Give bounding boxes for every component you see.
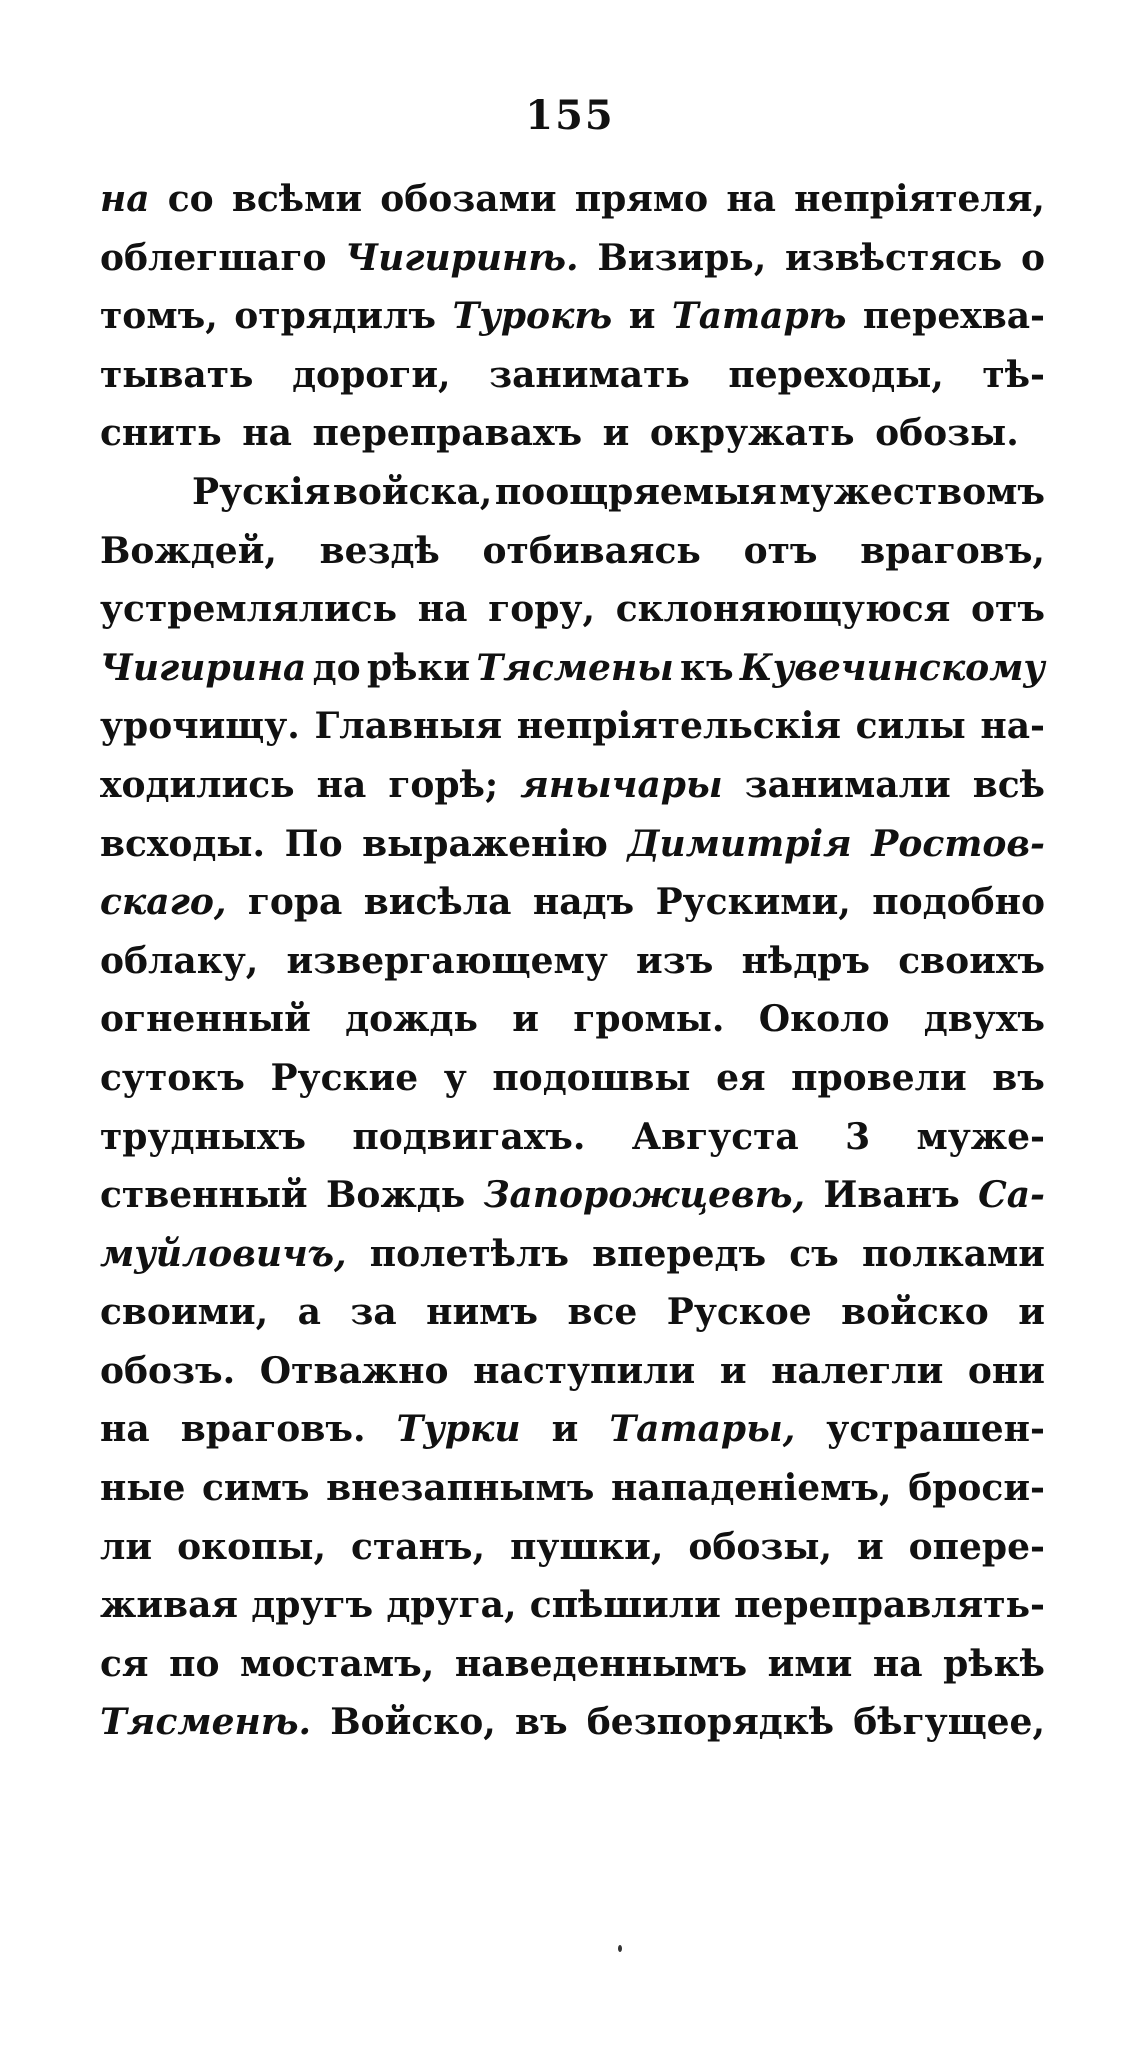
word: скаго, (100, 881, 227, 924)
word: ходились (100, 763, 295, 806)
word: и (856, 1525, 884, 1568)
word: снить (100, 412, 222, 455)
word: ли (100, 1525, 153, 1568)
word: Около (758, 998, 890, 1041)
word: перехва- (862, 295, 1045, 338)
word: тѣ- (982, 353, 1045, 396)
word: спѣшили (529, 1584, 721, 1627)
word: своими, (100, 1291, 269, 1334)
word: на (726, 178, 776, 220)
word: на- (980, 705, 1045, 748)
word: въ (514, 1701, 568, 1744)
word: наступили (473, 1349, 696, 1392)
text-line (100, 1576, 1045, 1635)
word: впередъ (592, 1232, 767, 1275)
word: облегшаго (100, 236, 327, 279)
text-line (100, 1166, 1045, 1225)
word: отрядилъ (234, 295, 437, 338)
word: склоняющуюся (615, 588, 951, 631)
word: окопы, (177, 1525, 327, 1568)
text-line (100, 170, 1045, 229)
word: со (167, 178, 214, 220)
word: и (602, 412, 630, 455)
word: гора (247, 881, 343, 924)
word: и (551, 1408, 579, 1451)
word: и (719, 1349, 747, 1392)
word: нападеніемъ, (610, 1467, 892, 1510)
word: на (242, 412, 292, 455)
word: По (284, 822, 343, 865)
word: на (100, 178, 150, 220)
word: Чигиринѣ. (345, 236, 579, 279)
word: войско (841, 1291, 989, 1334)
word: тывать (100, 353, 254, 396)
word: Вождь (326, 1174, 466, 1217)
word: устремлялись (100, 588, 398, 631)
word: Вождей, (100, 529, 277, 572)
word: внезапнымъ (326, 1467, 595, 1510)
word: всходы. (100, 822, 266, 865)
word: къ (680, 646, 734, 689)
word: въ (992, 1056, 1045, 1099)
word: переходы, (728, 353, 944, 396)
word: нѣдръ (741, 939, 871, 982)
word: мостамъ, (240, 1642, 435, 1685)
word: окружать (649, 412, 855, 455)
word: на (316, 763, 367, 806)
text-line (100, 1225, 1045, 1284)
word: муйловичъ, (100, 1232, 347, 1275)
text-line (100, 990, 1045, 1049)
paper-speck (618, 1945, 622, 1952)
word: томъ, (100, 295, 218, 338)
word: Руcкими, (655, 881, 851, 924)
word: 3 (845, 1115, 871, 1158)
word: переправахъ (312, 412, 583, 455)
word: ся (100, 1642, 149, 1685)
word: пушки, (510, 1525, 664, 1568)
word: Августа (631, 1115, 799, 1158)
word: муже- (916, 1115, 1045, 1158)
word: янычары (520, 763, 723, 806)
word: подобно (872, 881, 1045, 924)
word: симъ (201, 1467, 310, 1510)
word: обозы, (688, 1525, 832, 1568)
word: безпорядкѣ (586, 1701, 835, 1744)
word: враговъ, (860, 529, 1045, 572)
word: ея (716, 1056, 766, 1099)
word: и (512, 998, 539, 1041)
word: налегли (771, 1349, 944, 1392)
word: рѣкѣ (943, 1642, 1045, 1685)
word: о (1020, 236, 1045, 279)
word: на (417, 588, 468, 631)
word: Иванъ (823, 1174, 960, 1217)
text-line (100, 1459, 1045, 1518)
text-line (100, 639, 1045, 698)
word: подвигахъ. (352, 1115, 586, 1158)
word: войска, (332, 470, 493, 513)
word: переправлять- (734, 1584, 1045, 1627)
word: изъ (636, 939, 714, 982)
word: обозъ. (100, 1349, 236, 1392)
text-line (100, 697, 1045, 756)
word: своихъ (898, 939, 1045, 982)
word: громы. (573, 998, 725, 1041)
word: всѣ (972, 763, 1045, 806)
word: друга, (386, 1584, 517, 1627)
word: урочищу. (100, 705, 300, 748)
text-line (100, 404, 1045, 463)
word: двухъ (923, 998, 1045, 1041)
word: а (297, 1291, 321, 1334)
word: Руские (270, 1056, 419, 1099)
word: ственный (100, 1174, 308, 1217)
text-line (100, 1108, 1045, 1167)
word: ные (100, 1467, 186, 1510)
text-line (100, 346, 1045, 405)
word: по (169, 1642, 220, 1685)
word: всѣми (231, 178, 363, 220)
word: отъ (971, 588, 1045, 631)
word: наведеннымъ (454, 1642, 748, 1685)
text-line (100, 1283, 1045, 1342)
text-line (100, 1518, 1045, 1577)
word: вездѣ (319, 529, 440, 572)
word: станъ, (351, 1525, 486, 1568)
word: отъ (743, 529, 818, 572)
text-line (100, 229, 1045, 288)
word: занимать (489, 353, 690, 396)
word: на (872, 1642, 923, 1685)
word: Турокѣ (452, 295, 613, 338)
word: гору, (488, 588, 595, 631)
word: Рускія (192, 470, 331, 513)
word: до (312, 646, 361, 689)
word: силы (855, 705, 966, 748)
word: Отважно (259, 1349, 449, 1392)
text-line (100, 873, 1045, 932)
text-line (100, 756, 1045, 815)
word: дороги, (292, 353, 451, 396)
word: Визирь, (597, 236, 767, 279)
word: извѣстясь (785, 236, 1003, 279)
word: за (350, 1291, 397, 1334)
word: выраженію (362, 822, 608, 865)
text-line (100, 815, 1045, 874)
word: огненный (100, 998, 311, 1041)
word: опере- (908, 1525, 1045, 1568)
word: непріятельскія (516, 705, 841, 748)
word: на (100, 1408, 150, 1451)
word: непріятеля, (794, 178, 1045, 220)
word: ими (767, 1642, 853, 1685)
word: съ (789, 1232, 839, 1275)
word: все (567, 1291, 638, 1334)
word: провели (791, 1056, 967, 1099)
word: рѣки (366, 646, 471, 689)
word: Войско, (330, 1701, 496, 1744)
word: занимали (744, 763, 951, 806)
page-number: 155 (525, 92, 615, 139)
word: облаку, (100, 939, 259, 982)
word: Са- (978, 1174, 1045, 1217)
word: извергающему (286, 939, 608, 982)
word: другъ (251, 1584, 374, 1627)
word: живая (100, 1584, 238, 1627)
word: мужествомъ (779, 470, 1045, 513)
word: Ростов- (871, 822, 1045, 865)
word: Главныя (314, 705, 503, 748)
word: Татарѣ (671, 295, 847, 338)
word: надъ (532, 881, 635, 924)
word: нимъ (426, 1291, 539, 1334)
text-line (100, 1049, 1045, 1108)
word: трудныхъ (100, 1115, 307, 1158)
word: обозами (380, 178, 557, 220)
word: Тясмены (476, 646, 674, 689)
word: Турки (396, 1408, 521, 1451)
word: Запорожцевѣ, (483, 1174, 806, 1217)
word: дождь (345, 998, 478, 1041)
word: горѣ; (388, 763, 499, 806)
text-line (100, 1342, 1045, 1401)
word: поощряемыя (494, 470, 777, 513)
text-line (100, 1635, 1045, 1694)
text-line (100, 932, 1045, 991)
word: прямо (574, 178, 709, 220)
word: и (1018, 1291, 1045, 1334)
word: устрашен- (826, 1408, 1045, 1451)
word: броси- (908, 1467, 1045, 1510)
word: Тясменѣ. (100, 1701, 312, 1744)
word: Кувечинскому (739, 646, 1045, 689)
word: Димитрія (627, 822, 852, 865)
word: они (967, 1349, 1045, 1392)
text-line (100, 463, 1045, 522)
word: бѣгущее, (853, 1701, 1045, 1744)
text-line (100, 287, 1045, 346)
body-text (100, 170, 1045, 1752)
text-line (100, 580, 1045, 639)
word: сутокъ (100, 1056, 245, 1099)
word: полетѣлъ (369, 1232, 569, 1275)
word: подошвы (492, 1056, 691, 1099)
word: у (443, 1056, 467, 1099)
word: полками (861, 1232, 1045, 1275)
word: обозы. (875, 412, 1019, 455)
text-line (100, 1693, 1045, 1752)
text-line (100, 1400, 1045, 1459)
word: отбиваясь (482, 529, 701, 572)
word: Руское (666, 1291, 812, 1334)
word: Татары, (609, 1408, 796, 1451)
word: и (628, 295, 656, 338)
word: висѣла (363, 881, 512, 924)
text-line (100, 522, 1045, 581)
word: Чигирина (100, 646, 307, 689)
word: враговъ. (180, 1408, 366, 1451)
